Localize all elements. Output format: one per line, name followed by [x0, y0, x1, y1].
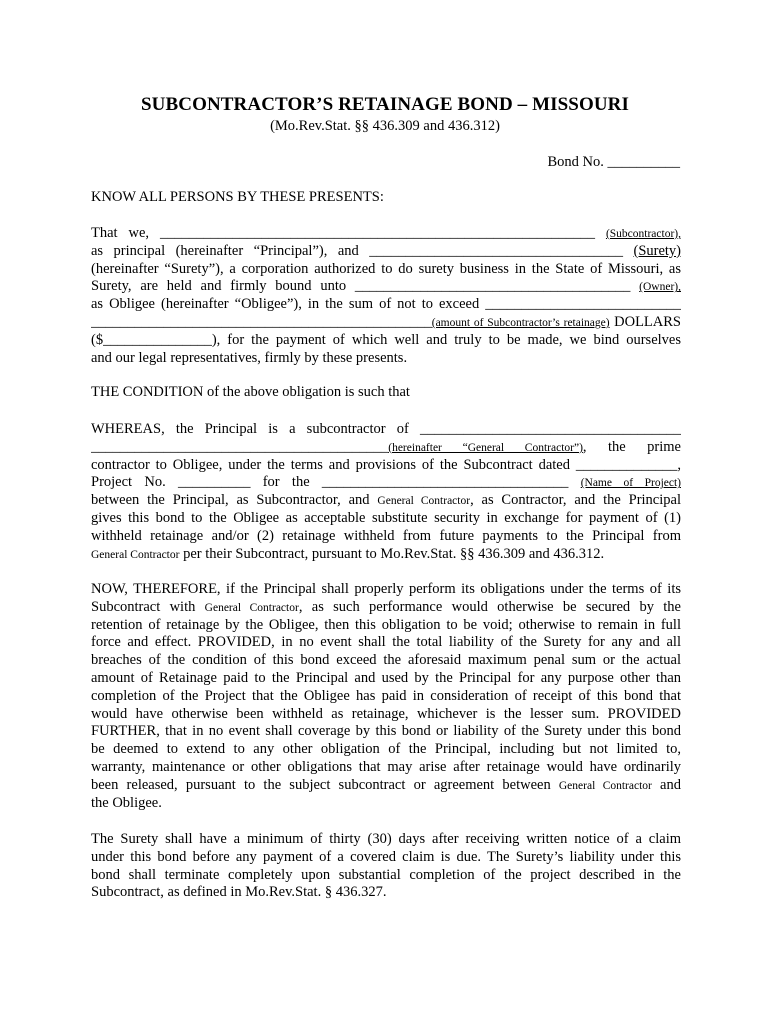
know-all-heading: KNOW ALL PERSONS BY THESE PRESENTS: — [91, 189, 384, 205]
parties-paragraph: That we, ____________________________________________________________ (Subcontractor), as principal (hereinafter “Principal”), and ___________________________________ (Surety) (hereinafter “Surety”), a corporation authorized to do surety business in the State of Missouri, as Surety, are held and firmly bound unto ______________________________________ (Owner), as Obligee (hereinafter “Obligee”), in the sum of not to exceed ___________________________ _______________________________________________(amount of Subcontractor’s retainage) DOLLARS ($_______________), for the payment of which well and truly to be made, we bind ourselves and our legal representatives, firmly by these presents. — [91, 225, 681, 366]
document-title: SUBCONTRACTOR’S RETAINAGE BOND – MISSOURI — [141, 94, 629, 115]
bond-number-field: Bond No. __________ — [547, 154, 680, 170]
statute-citation: (Mo.Rev.Stat. §§ 436.309 and 436.312) — [270, 118, 500, 134]
surety-paragraph: The Surety shall have a minimum of thirty (30) days after receiving written notice of a claim under this bond before any payment of a covered claim is due. The Surety’s liability under this bond shall terminate completely upon substantial completion of the project described in the Subcontract, as defined in Mo.Rev.Stat. § 436.327. — [91, 831, 681, 901]
condition-heading: THE CONDITION of the above obligation is such that — [91, 384, 410, 400]
whereas-paragraph: WHEREAS, the Principal is a subcontractor of ____________________________________ _________________________________________(hereinafter “General Contractor”), the prime contractor to Obligee, under the terms and provisions of the Subcontract dated ______________, Project No. __________ for the __________________________________ (Name of Project) between the Principal, as Subcontractor, and General Contractor, as Contractor, and the Principal gives this bond to the Obligee as acceptable substitute security in exchange for payment of (1) withheld retainage and/or (2) retainage withheld from future payments to the Principal from General Contractor per their Subcontract, pursuant to Mo.Rev.Stat. §§ 436.309 and 436.312. — [91, 421, 681, 562]
now-therefore-paragraph: NOW, THEREFORE, if the Principal shall properly perform its obligations under the terms of its Subcontract with General Contractor, as such performance would otherwise be secured by the retention of retainage by the Obligee, then this obligation to be void; otherwise to remain in full force and effect. PROVIDED, in no event shall the total liability of the Surety for any and all breaches of the condition of this bond exceed the aforesaid maximum penal sum or the actual amount of Retainage paid to the Principal and used by the Principal for any purpose other than completion of the Project that the Obligee has paid in consideration of receipt of this bond that would have otherwise been withheld as retainage, whichever is the lesser sum. PROVIDED FURTHER, that in no event shall coverage by this bond or liability of the Surety under this bond be deemed to extend to any other obligation of the Principal, including but not limited to, warranty, maintenance or other obligations that may arise after retainage would have ordinarily been released, pursuant to the subject subcontract or agreement between General Contractor and the Obligee. — [91, 581, 681, 811]
